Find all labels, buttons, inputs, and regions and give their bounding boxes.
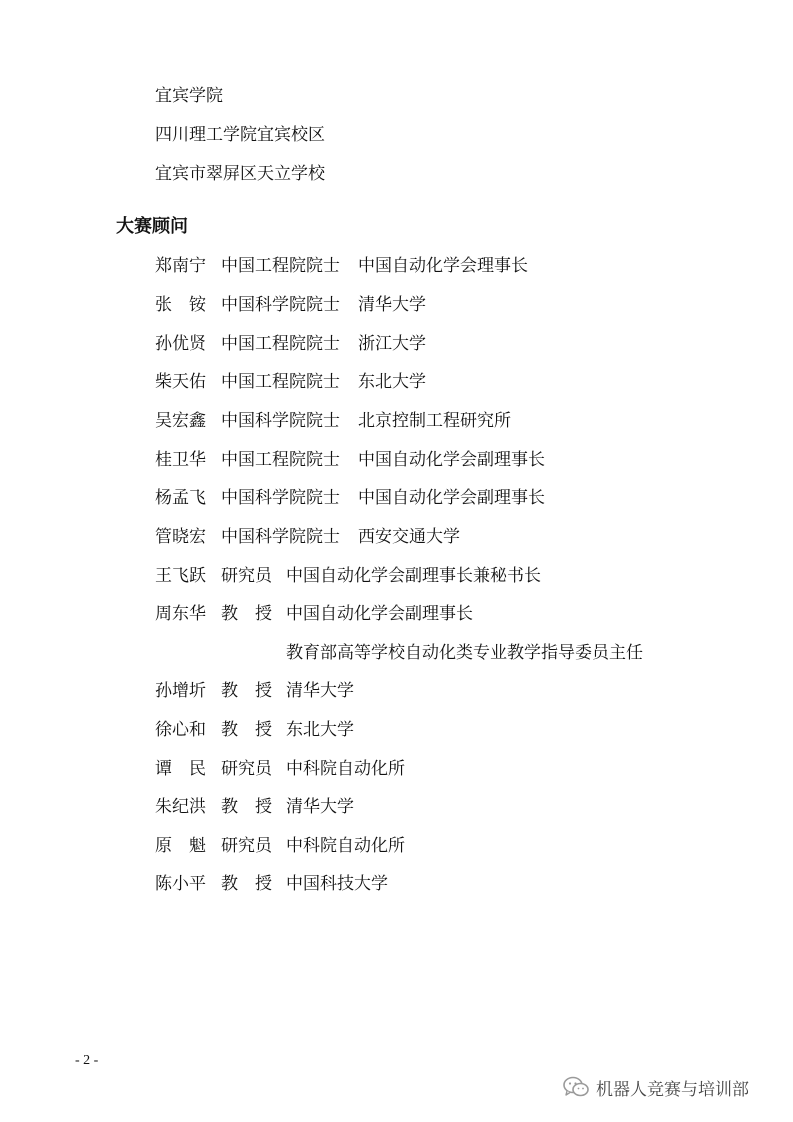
advisor-affiliation: 清华大学	[286, 681, 354, 701]
advisor-affiliation: 浙江大学	[358, 334, 426, 354]
advisor-name: 郑南宁	[155, 256, 206, 276]
advisor-name: 陈小平	[155, 874, 206, 894]
advisor-affiliation: 中国自动化学会副理事长	[286, 604, 473, 624]
advisor-affiliation: 中国自动化学会副理事长	[358, 488, 545, 508]
advisor-title: 中国工程院院士	[221, 256, 340, 276]
advisor-name: 杨孟飞	[155, 488, 206, 508]
advisor-affiliation: 中国自动化学会副理事长兼秘书长	[286, 566, 541, 586]
advisor-name: 周东华	[155, 604, 206, 624]
advisor-name: 孙优贤	[155, 334, 206, 354]
section-heading: 大赛顾问	[116, 216, 188, 237]
advisor-affiliation: 东北大学	[358, 372, 426, 392]
advisor-affiliation: 北京控制工程研究所	[358, 411, 511, 431]
advisor-title: 中国工程院院士	[221, 334, 340, 354]
organizer-2: 四川理工学院宜宾校区	[155, 125, 325, 145]
advisor-title: 中国工程院院士	[221, 372, 340, 392]
advisor-title: 中国工程院院士	[221, 450, 340, 470]
advisor-name: 桂卫华	[155, 450, 206, 470]
advisor-title: 研究员	[221, 566, 272, 586]
advisor-title: 教 授	[221, 681, 272, 701]
advisor-name: 柴天佑	[155, 372, 206, 392]
advisor-title: 教 授	[221, 720, 272, 740]
advisor-affiliation: 中国科技大学	[286, 874, 388, 894]
advisor-name: 孙增圻	[155, 681, 206, 701]
advisor-title: 教 授	[221, 874, 272, 894]
organizer-1: 宜宾学院	[155, 86, 223, 106]
advisor-affiliation: 西安交通大学	[358, 527, 460, 547]
advisor-affiliation: 中科院自动化所	[286, 759, 405, 779]
advisor-name: 管晓宏	[155, 527, 206, 547]
advisor-name: 谭 民	[155, 759, 206, 779]
advisor-affiliation: 清华大学	[358, 295, 426, 315]
advisor-title: 中国科学院院士	[221, 488, 340, 508]
advisor-affiliation: 清华大学	[286, 797, 354, 817]
advisor-title: 教 授	[221, 797, 272, 817]
advisor-affiliation: 中科院自动化所	[286, 836, 405, 856]
advisor-title: 研究员	[221, 759, 272, 779]
advisor-title: 教 授	[221, 604, 272, 624]
advisor-name: 王飞跃	[155, 566, 206, 586]
advisor-name: 原 魁	[155, 836, 206, 856]
advisor-affiliation: 中国自动化学会副理事长	[358, 450, 545, 470]
advisor-title: 中国科学院院士	[221, 295, 340, 315]
wechat-watermark	[562, 1074, 749, 1100]
organizer-3: 宜宾市翠屏区天立学校	[155, 164, 325, 184]
advisor-title: 中国科学院院士	[221, 527, 340, 547]
advisor-affiliation: 教育部高等学校自动化类专业教学指导委员主任	[286, 643, 643, 663]
advisor-affiliation: 中国自动化学会理事长	[358, 256, 528, 276]
watermark-text: 机器人竞赛与培训部	[596, 1079, 749, 1100]
page-number: - 2 -	[75, 1053, 99, 1068]
advisor-title: 中国科学院院士	[221, 411, 340, 431]
advisor-name: 张 铵	[155, 295, 206, 315]
advisor-affiliation: 东北大学	[286, 720, 354, 740]
advisor-name: 朱纪洪	[155, 797, 206, 817]
advisor-name: 吴宏鑫	[155, 411, 206, 431]
advisor-title: 研究员	[221, 836, 272, 856]
advisor-name: 徐心和	[155, 720, 206, 740]
wechat-icon	[562, 1075, 590, 1099]
